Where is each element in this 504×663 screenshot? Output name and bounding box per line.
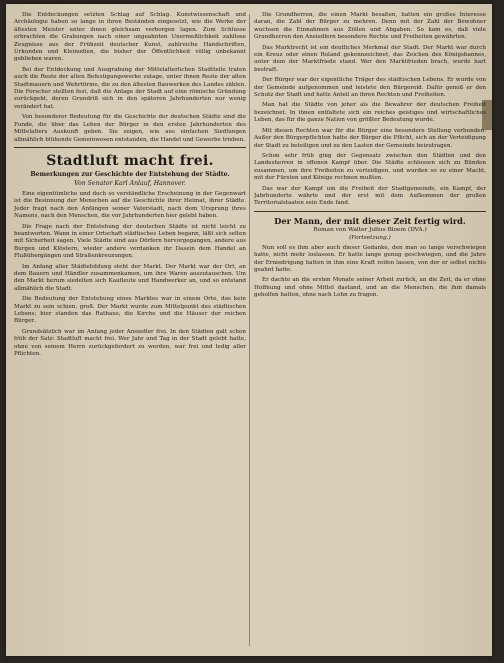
novel-paragraph: Nun soll es ihm aber auch dieser Gedanke, den man so lange verschwiegen hatte, nicht mehr loslassen. Er hatte lange genug geschwiegen, und die Jahre der Erniedrigung hatten in ihm eine Kraft reifen lassen, von der er selbst nichts geahnt hatte. (254, 244, 486, 273)
article-paragraph: Der Bürger war der eigentliche Träger des städtischen Lebens. Er wurde von der Gemeinde aufgenommen und leistete den Bürgereid. Dafür genoß er den Schutz der Stadt und hatte Anteil an ihren Rechten und Freiheiten. (254, 77, 486, 99)
article-paragraph: Die Bedeutung der Entstehung eines Marktes war in einem Orte, das kein Markt zu sein schien, groß. Der Markt wurde zum Mittelpunkt des städtischen Lebens; hier standen das Rathaus, die Kirche und die Häuser der reichen Bürger. (14, 296, 246, 325)
intro-paragraph: Von besonderer Bedeutung für die Geschichte der deutschen Städte sind die Funde, die über das Leben der Bürger in den ersten Jahrhunderten des Mittelalters Auskunft geben. Sie zeigen, wie aus einfachen Siedlungen allmählich blühende Gemeinwesen entstanden, die Handel und Gewerbe trieben. (14, 114, 246, 143)
article-paragraph: Das Marktrecht ist ein deutliches Merkmal der Stadt. Der Markt war durch ein Kreuz oder einen Roland gekennzeichnet, das Zeichen des Königsbannes, unter dem der Marktfriede stand. Wer den Marktfrieden brach, wurde hart bestraft. (254, 44, 486, 73)
article-subtitle: Bemerkungen zur Geschichte der Entstehung der Städte. (30, 170, 230, 178)
article-paragraph: Die Grundherren, die einen Markt besaßen, hatten ein großes Interesse daran, die Zahl der Bürger zu mehren. Denn mit der Zahl der Bewohner wuchsen die Einnahmen aus Zöllen und Abgaben. So kam es, daß viele Grundherren den Ansiedlern besondere Rechte und Freiheiten gewährten. (254, 12, 486, 41)
right-column (254, 12, 486, 648)
intro-paragraph: Bei der Entdeckung und Ausgrabung der Mittelalterlichen Stadtteile traten auch die Reste der alten Befestigungswerke zutage, unter ihnen Reste der alten Stadtmauern und Wehrtürme, die zu den ältesten Bauwerken des Landes zählen. Die Forscher stellten fest, daß die Anlage der Stadt auf eine römische Gründung zurückgeht, deren Grundriß sich in den späteren Jahrhunderten nur wenig verändert hat. (14, 66, 246, 110)
article-paragraph: Das war der Kampf um die Freiheit der Stadtgemeinde, ein Kampf, der Jahrhunderte währte und der erst mit dem Aufkommen der großen Territorialstaaten sein Ende fand. (254, 185, 486, 207)
left-column (14, 12, 246, 648)
intro-paragraph: Die Entdeckungen setzten Schlag auf Schlag. Kunstwissenschaft und Archäologie haben so lange in ihren Beständen eingesetzt, wie die Werke der ältesten Meister unter ihnen gleichsam verborgen lagen. Zum Schlusse erbrachten die Grabungen nach einer ungeahnten Unermeßlichkeit zahllose Zeugnisse aus der Frühzeit deutscher Kunst, zahlreiche Handschriften, Urkunden und Kleinodien, die bisher der Öffentlichkeit völlig unbekannt geblieben waren. (14, 12, 246, 63)
section-rule (14, 147, 246, 148)
novel-paragraph: Er dachte an die ersten Monate seiner Arbeit zurück, an die Zeit, da er ohne Hoffnung und ohne Mittel dastand, und an die Menschen, die ihm damals geholfen hatten, ohne nach Lohn zu fragen. (254, 277, 486, 299)
article-paragraph: Eine eigentümliche und doch so verständliche Erscheinung in der Gegenwart ist die Besinnung der Menschen auf die Geschichte ihrer Heimat, ihrer Städte. Jeder fragt nach den Anfängen seiner Vaterstadt, nach dem Ursprung ihres Namens, nach den Menschen, die vor Jahrhunderten hier gelebt haben. (14, 190, 246, 220)
article-byline: Von Senator Karl Anlauf, Hannover. (74, 179, 186, 187)
article-paragraph: Mit diesen Rechten war für die Bürger eine besondere Stellung verbunden. Außer den Bürgerpflichten hatte der Bürger die Pflicht, sich an der Verteidigung der Stadt zu beteiligen und zu den Lasten der Gemeinde beizutragen. (254, 127, 486, 149)
article-paragraph: Schon sehr früh ging der Gegensatz zwischen den Städten und den Landesherren in offenen Kampf über. Die Städte schlossen sich zu Bünden zusammen, um ihre Freiheiten zu verteidigen, und wurden so zu einer Macht, mit der Fürsten und Könige rechnen mußten. (254, 152, 486, 182)
article-paragraph: Man hat die Städte von jeher als die Bewahrer der deutschen Freiheit bezeichnet. In ihnen entfaltete sich ein reiches geistiges und wirtschaftliches Leben, das für die ganze Nation von größter Bedeutung wurde. (254, 102, 486, 124)
novel-continuation: (Fortsetzung.) (349, 234, 391, 241)
article-title: Stadtluft macht frei. (46, 152, 214, 169)
section-rule (254, 211, 486, 212)
novel-author: Roman von Walter Julius Bloem (DVA.) (313, 226, 427, 233)
article-paragraph: Im Anfang aller Städtebildung steht der Markt. Der Markt war der Ort, an dem Bauern und Händler zusammenkamen, um ihre Waren auszutauschen. Um den Markt herum siedelten sich Kaufleute und Handwerker an, und so entstand allmählich die Stadt. (14, 263, 246, 292)
newspaper-page (6, 4, 492, 656)
article-paragraph: Grundsätzlich war im Anfang jeder Ansiedler frei. In den Städten galt schon früh der Satz: Stadtluft macht frei. Wer Jahr und Tag in der Stadt gelebt hatte, ohne von seinem Herrn zurückgefordert zu werden, war frei und ledig aller Pflichten. (14, 328, 246, 358)
novel-title: Der Mann, der mit dieser Zeit fertig wird. (274, 215, 466, 226)
column-divider (249, 14, 250, 646)
article-paragraph: Die Frage nach der Entstehung der deutschen Städte ist nicht leicht zu beantworten. Wann in einer Ortschaft städtisches Leben begann, läßt sich selten mit Sicherheit sagen. Viele Städte sind aus Dörfern hervorgegangen, andere aus Burgen und Klöstern, wieder andere verdanken ihr Dasein dem Handel an Flußübergängen und Straßenkreuzungen. (14, 223, 246, 260)
